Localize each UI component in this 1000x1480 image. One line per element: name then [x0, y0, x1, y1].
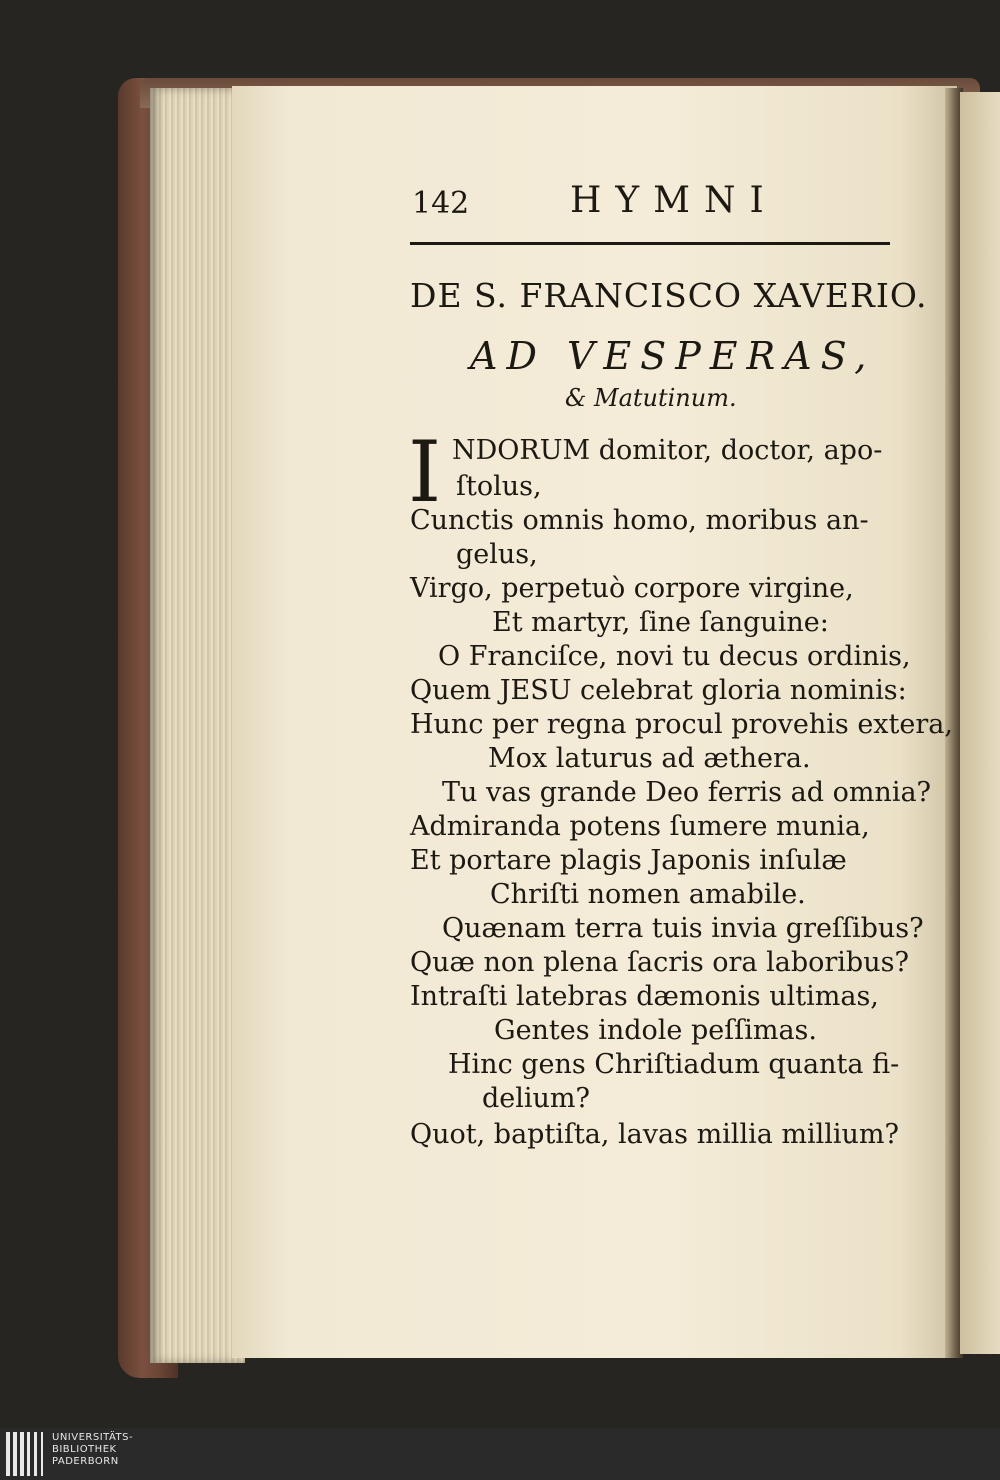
verse-line: Et martyr, ſine ſanguine:	[492, 607, 829, 638]
hymn-title: DE S. FRANCISCO XAVERIO.	[410, 276, 928, 315]
verse-line: Hunc per regna procul provehis extera,	[410, 709, 953, 740]
running-head: HYMNI	[570, 180, 778, 221]
verse-line: Quot, baptiſta, lavas millia millium?	[410, 1119, 900, 1150]
verse-line: Tu vas grande Deo ferris ad omnia?	[442, 777, 932, 808]
verse-line: Chriſti nomen amabile.	[490, 879, 806, 910]
facing-page-edge	[960, 92, 1000, 1354]
logo-line-2: BIBLIOTHEK	[52, 1444, 117, 1455]
verse-line: Quæ non plena ſacris ora laboribus?	[410, 947, 909, 978]
drop-cap: I	[408, 423, 442, 521]
verse-line: Cunctis omnis homo, moribus an-	[410, 505, 869, 536]
verse-line: ſtolus,	[456, 471, 542, 502]
verse-line: Mox laturus ad æthera.	[488, 743, 811, 774]
verse-line: NDORUM domitor, doctor, apo-	[452, 435, 883, 466]
verse-line: Virgo, perpetuò corpore virgine,	[410, 573, 854, 604]
verse-line: Et portare plagis Japonis inſulæ	[410, 845, 847, 876]
header-rule	[410, 242, 890, 245]
verse-line: Hinc gens Chriſtiadum quanta fi-	[448, 1049, 900, 1080]
verse-line: Quænam terra tuis invia greſſibus?	[442, 913, 924, 944]
logo-line-3: PADERBORN	[52, 1456, 119, 1467]
library-logo-text	[52, 1432, 133, 1468]
verse-line: Gentes indole peſſimas.	[494, 1015, 817, 1046]
verse-line: Quem JESU celebrat gloria nominis:	[410, 675, 907, 706]
page-stack-edge	[150, 88, 245, 1363]
hymn-subtitle-2: & Matutinum.	[565, 384, 737, 412]
logo-line-1: UNIVERSITÄTS-	[52, 1432, 134, 1443]
verse-line: Intraſti latebras dæmonis ultimas,	[410, 981, 879, 1012]
verse-line: Admiranda potens ſumere munia,	[410, 811, 870, 842]
library-logo-icon	[6, 1432, 46, 1476]
page-header	[410, 180, 890, 230]
hymn-subtitle: AD VESPERAS,	[470, 334, 876, 378]
page-number: 142	[412, 186, 470, 221]
library-footer-bar	[0, 1428, 1000, 1480]
verse-line: O Franciſce, novi tu decus ordinis,	[438, 641, 911, 672]
verse-line: delium?	[482, 1083, 590, 1114]
verse-line: gelus,	[456, 539, 538, 570]
